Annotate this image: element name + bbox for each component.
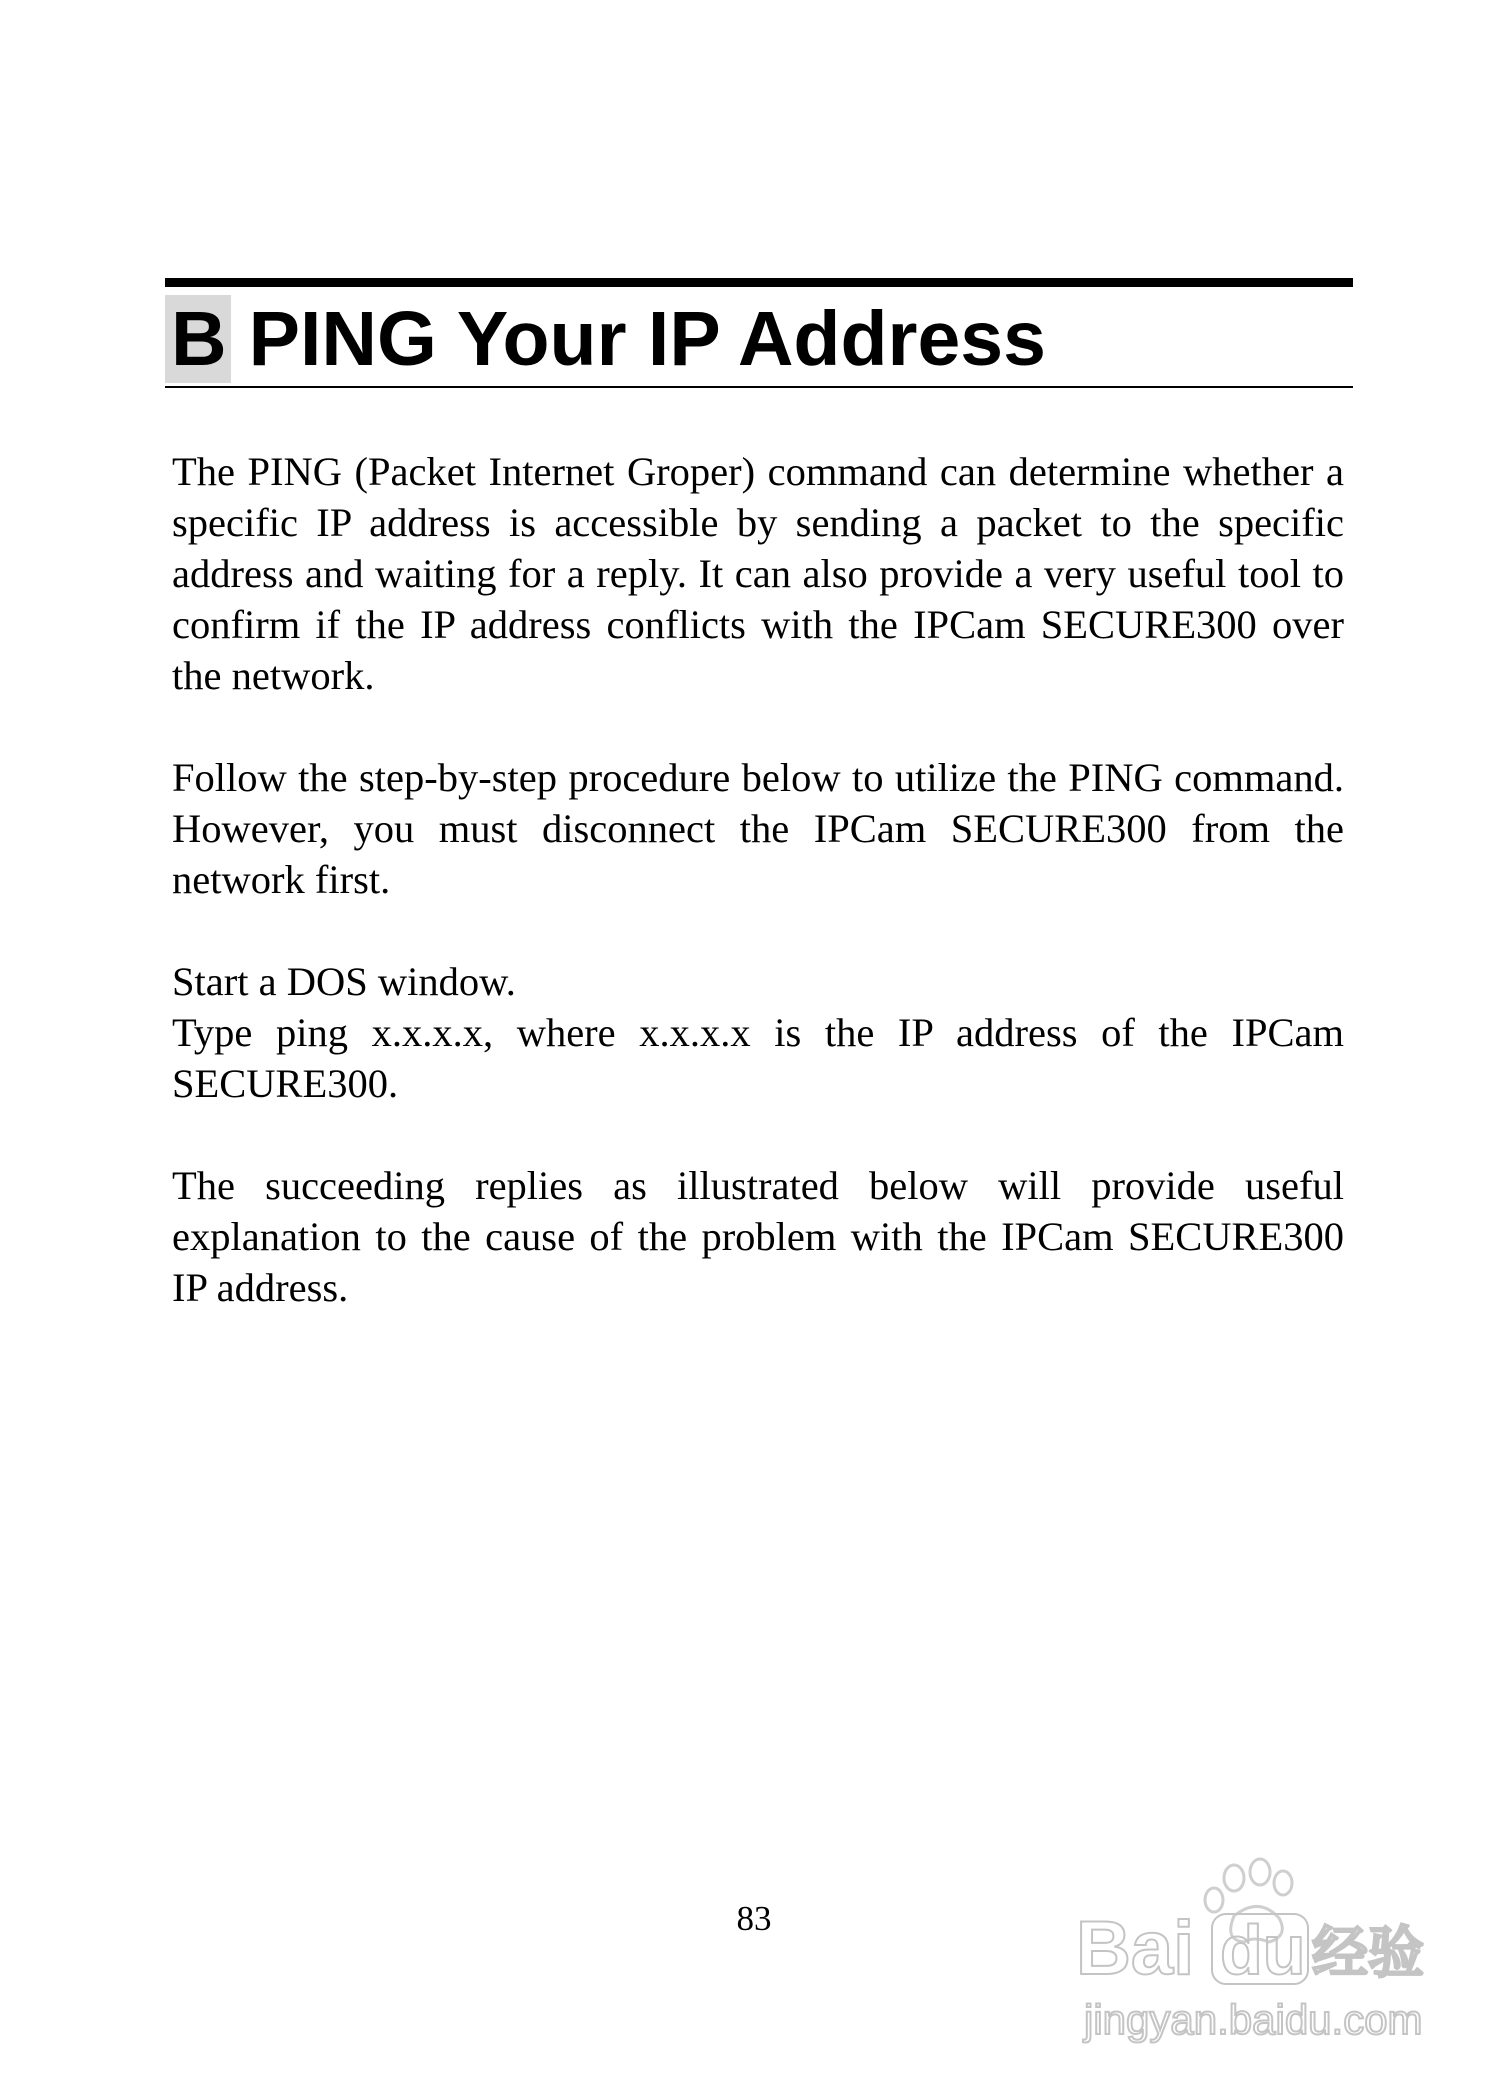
section-heading xyxy=(165,292,1353,388)
page-number: 83 xyxy=(736,1899,772,1938)
step-start-dos: Start a DOS window. xyxy=(172,959,516,1004)
svg-text:Bai: Bai xyxy=(1076,1906,1195,1991)
svg-text:jingyan.baidu.com: jingyan.baidu.com xyxy=(1084,1996,1423,2043)
svg-text:du: du xyxy=(1220,1911,1306,1989)
top-rule xyxy=(165,278,1353,287)
section-title: PING Your IP Address xyxy=(248,296,1046,382)
intro-paragraph: The PING (Packet Internet Groper) command can determine whether a specific IP address is accessible by sending a packet to the specific address and waiting for a reply. It can also provide a very useful tool to confirm if the IP address conflicts with the IPCam SECURE300 over the network. xyxy=(172,449,1344,698)
replies-paragraph: The succeeding replies as illustrated below will provide useful explanation to the cause of the problem with the IPCam SECURE300 IP address. xyxy=(172,1163,1344,1310)
step-type-ping: Type ping x.x.x.x, where x.x.x.x is the IP address of the IPCam SECURE300. xyxy=(172,1010,1344,1106)
body-text xyxy=(172,446,1344,1364)
baidu-watermark-logo xyxy=(1074,1856,1434,2056)
procedure-paragraph: Follow the step-by-step procedure below to utilize the PING command. However, you must disconnect the IPCam SECURE300 from the network first. xyxy=(172,755,1344,902)
section-letter: B xyxy=(165,295,231,383)
svg-text:经验: 经验 xyxy=(1312,1921,1424,1986)
